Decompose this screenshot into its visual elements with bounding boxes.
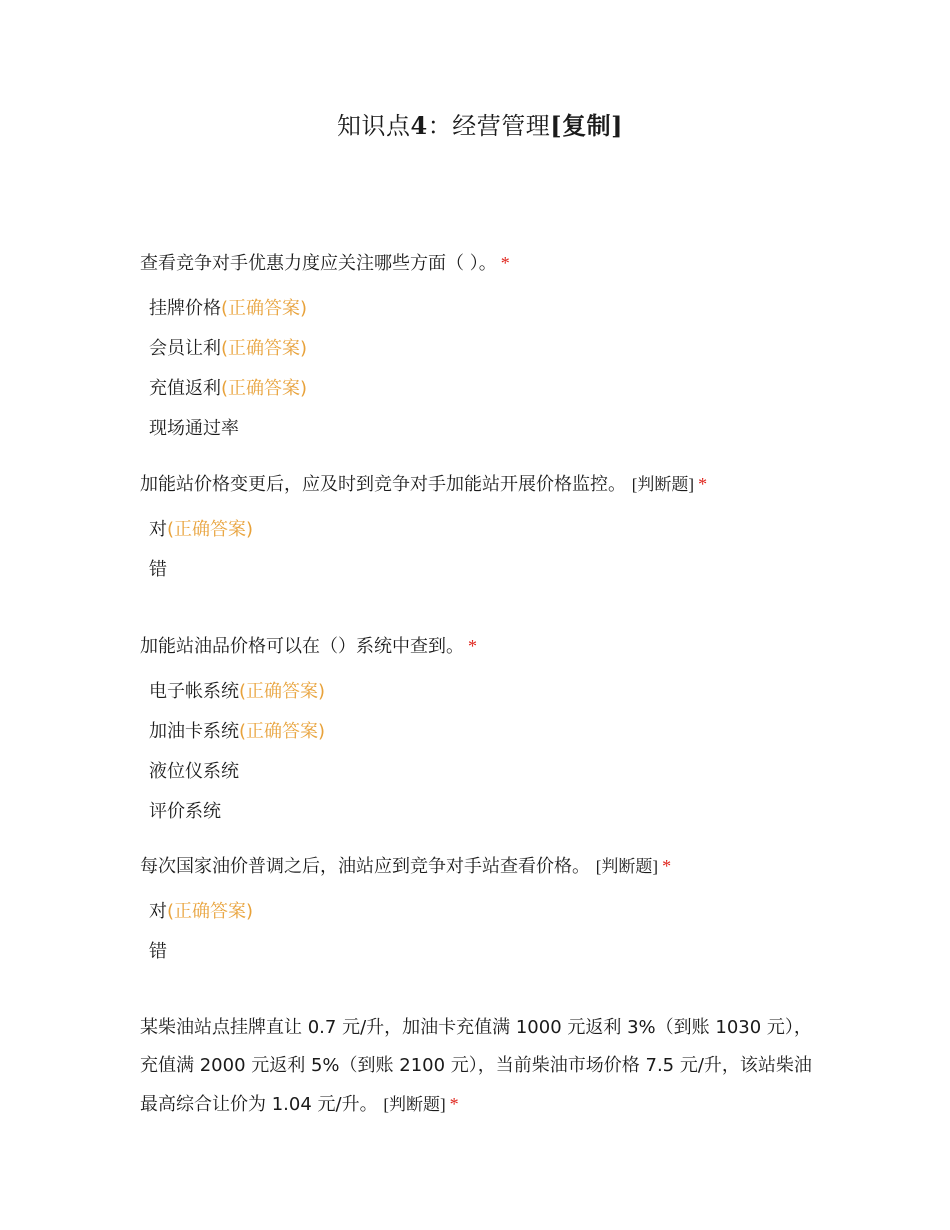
option-item[interactable] xyxy=(140,932,820,972)
question-text xyxy=(140,465,820,504)
option-label: 现场通过率 xyxy=(149,418,239,439)
question-label: 加能站油品价格可以在（）系统中查到。 xyxy=(140,636,464,657)
option-label: 充值返利 xyxy=(149,378,221,399)
option-label: 液位仪系统 xyxy=(149,761,239,782)
correct-answer-tag: (正确答案) xyxy=(221,298,308,319)
options-list xyxy=(140,672,820,832)
option-item[interactable] xyxy=(140,510,820,550)
question-2 xyxy=(140,465,820,590)
page-title xyxy=(0,108,950,144)
option-label: 会员让利 xyxy=(149,338,221,359)
question-text xyxy=(140,847,820,886)
option-item[interactable] xyxy=(140,712,820,752)
question-label: 查看竞争对手优惠力度应关注哪些方面（ ）。 xyxy=(140,253,497,274)
question-5 xyxy=(140,1009,812,1124)
title-colon: ： xyxy=(427,112,453,140)
option-item[interactable] xyxy=(140,369,820,409)
option-item[interactable] xyxy=(140,329,820,369)
question-type-label: [判断题] xyxy=(595,857,659,876)
options-list xyxy=(140,892,820,972)
options-list xyxy=(140,289,820,449)
option-label: 评价系统 xyxy=(149,801,221,822)
question-label: 每次国家油价普调之后，油站应到竞争对手站查看价格。 xyxy=(140,856,590,877)
options-list xyxy=(140,510,820,590)
question-label: 某柴油站点挂牌直让 0.7 元/升，加油卡充值满 1000 元返利 3%（到账 1030 元），充值满 2000 元返利 5%（到账 2100 元），当前柴油市场价格 7.5 元/升，该站柴油最高综合让价为 1.04 元/升。 xyxy=(140,1017,812,1115)
correct-answer-tag: (正确答案) xyxy=(167,519,254,540)
title-name: 经营管理 xyxy=(452,112,551,140)
title-suffix: [复制] xyxy=(550,111,623,140)
question-text xyxy=(140,1009,812,1124)
title-prefix: 知识点 xyxy=(337,112,411,140)
option-label: 对 xyxy=(149,901,167,922)
option-item[interactable] xyxy=(140,792,820,832)
question-1 xyxy=(140,244,820,449)
option-label: 错 xyxy=(149,559,167,580)
correct-answer-tag: (正确答案) xyxy=(239,721,326,742)
correct-answer-tag: (正确答案) xyxy=(167,901,254,922)
option-label: 挂牌价格 xyxy=(149,298,221,319)
question-4 xyxy=(140,847,820,972)
question-text xyxy=(140,627,820,666)
option-item[interactable] xyxy=(140,550,820,590)
question-type-label: [判断题] xyxy=(631,475,695,494)
option-item[interactable] xyxy=(140,409,820,449)
question-label: 加能站价格变更后，应及时到竞争对手加能站开展价格监控。 xyxy=(140,474,626,495)
required-mark: * xyxy=(698,474,708,494)
option-label: 对 xyxy=(149,519,167,540)
question-text xyxy=(140,244,820,283)
question-3 xyxy=(140,627,820,832)
option-item[interactable] xyxy=(140,289,820,329)
option-item[interactable] xyxy=(140,752,820,792)
title-number: 4 xyxy=(410,111,428,140)
correct-answer-tag: (正确答案) xyxy=(221,338,308,359)
required-mark: * xyxy=(449,1094,459,1114)
required-mark: * xyxy=(468,636,477,656)
option-label: 电子帐系统 xyxy=(149,681,239,702)
option-item[interactable] xyxy=(140,892,820,932)
required-mark: * xyxy=(500,253,510,273)
question-type-label: [判断题] xyxy=(383,1095,446,1114)
option-label: 错 xyxy=(149,941,167,962)
correct-answer-tag: (正确答案) xyxy=(239,681,326,702)
option-label: 加油卡系统 xyxy=(149,721,239,742)
option-item[interactable] xyxy=(140,672,820,712)
required-mark: * xyxy=(662,856,672,876)
correct-answer-tag: (正确答案) xyxy=(221,378,308,399)
